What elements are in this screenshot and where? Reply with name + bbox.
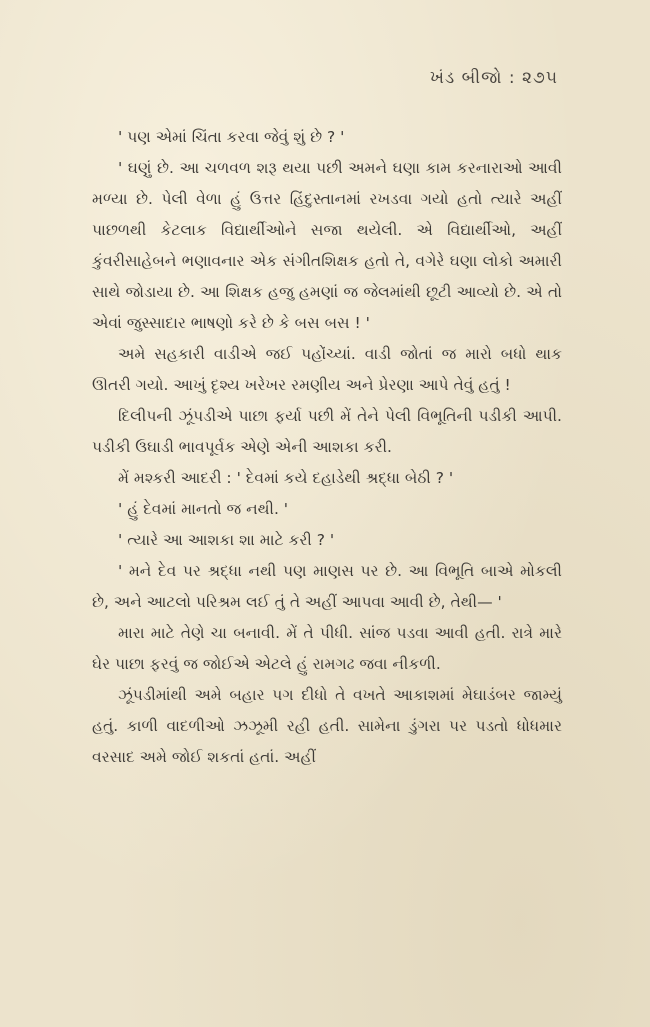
paragraph: ' ત્યારે આ આશકા શા માટે કરી ? ' [118, 531, 335, 549]
running-head: ખંડ બીજો : ૨૭૫ [429, 68, 558, 88]
body-text [92, 122, 562, 773]
paragraph: ' હું દેવમાં માનતો જ નથી. ' [118, 500, 289, 518]
paragraph: મેં મશ્કરી આદરી : ' દેવમાં કયે દહાડેથી શ્રદ્ધા બેઠી ? ' [118, 469, 454, 487]
paragraph: ' ઘણું છે. આ ચળવળ શરૂ થયા પછી અમને ઘણા કામ કરનારાઓ આવી મળ્યા છે. પેલી વેળા હું ઉત્તર હિંદુસ્તાનમાં રખડવા ગયો હતો ત્યારે અહીં પાછળથી કેટલાક વિદ્યાર્થીઓને સજા થયેલી. એ વિદ્યાર્થીઓ, અહીં કુંવરીસાહેબને ભણાવનાર એક સંગીતશિક્ષક હતો તે, વગેરે ઘણા લોકો અમારી સાથે જોડાયા છે. આ શિક્ષક હજુ હમણાં જ જેલમાંથી છૂટી આવ્યો છે. એ તો એવાં જુસ્સાદાર ભાષણો કરે છે કે બસ બસ ! ' [92, 159, 562, 332]
paragraph: મારા માટે તેણે ચા બનાવી. મેં તે પીધી. સાંજ પડવા આવી હતી. રાત્રે મારે ઘેર પાછા ફરવું જ જોઈએ એટલે હું રામગઢ જવા નીકળી. [92, 624, 562, 673]
paragraph: ' મને દેવ પર શ્રદ્ધા નથી પણ માણસ પર છે. આ વિભૂતિ બાએ મોકલી છે, અને આટલો પરિશ્રમ લઈ તું તે અહીં આપવા આવી છે, તેથી— ' [92, 562, 562, 611]
paragraph: દિલીપની ઝૂંપડીએ પાછા ફર્યા પછી મેં તેને પેલી વિભૂતિની પડીકી આપી. પડીકી ઉઘાડી ભાવપૂર્વક એણે એની આશકા કરી. [92, 407, 562, 456]
paragraph: ઝૂંપડીમાંથી અમે બહાર પગ દીધો તે વખતે આકાશમાં મેઘાડંબર જામ્યું હતું. કાળી વાદળીઓ ઝઝૂમી રહી હતી. સામેના ડુંગરા પર પડતો ધોધમાર વરસાદ અમે જોઈ શકતાં હતાં. અહીં [92, 686, 562, 766]
paragraph: ' પણ એમાં ચિંતા કરવા જેવું શું છે ? ' [118, 128, 345, 146]
paragraph: અમે સહકારી વાડીએ જઈ પહોંચ્યાં. વાડી જોતાં જ મારો બધો થાક ઊતરી ગયો. આખું દૃશ્ય ખરેખર રમણીય અને પ્રેરણા આપે તેવું હતું ! [92, 345, 562, 394]
